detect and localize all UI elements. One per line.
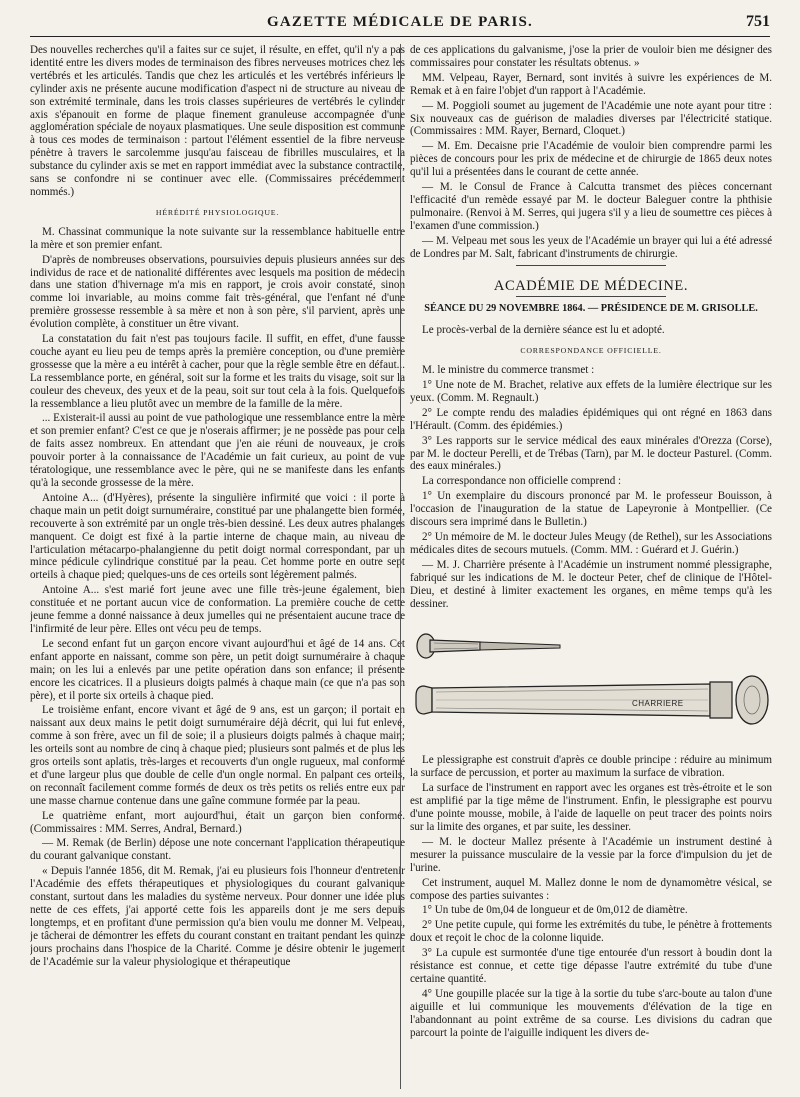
paragraph: — M. le Consul de France à Calcutta transmet des pièces concernant l'efficacité d'un remède essayé par M. le docteur Baleguer contre la phthisie pulmonaire. (Renvoi à M. Serres, qui jugera s'il y a lieu de soumettre ces pièces à l'examen d'une commission.) xyxy=(410,181,772,232)
left-column xyxy=(30,44,405,1089)
paragraph: — M. Em. Decaisne prie l'Académie de vouloir bien comprendre parmi les pièces de concours pour les prix de médecine et de chirurgie de 1865 deux notes qu'il lui a présentées dans le courant de cette année. xyxy=(410,140,772,179)
paragraph: Antoine A... s'est marié fort jeune avec une fille très-jeune également, bien constituée et ne portant aucun vice de conformation. La première couche de cette jeune femme a donné naissance à deux jumelles qui ne présentaient aucune trace de l'infirmité de leur père. Elles ont vécu peu de temps. xyxy=(30,584,405,635)
instrument-maker-label: CHARRIERE xyxy=(632,699,684,709)
paragraph: — M. le docteur Mallez présente à l'Académie un instrument destiné à mesurer la puissance musculaire de la vessie par la force d'impulsion du jet de l'urine. xyxy=(410,835,772,874)
section-heading-correspondance: CORRESPONDANCE OFFICIELLE. xyxy=(520,346,662,356)
paragraph: MM. Velpeau, Rayer, Bernard, sont invités à suivre les expériences de M. Remak et à en faire l'objet d'un rapport à l'Académie. xyxy=(410,71,772,97)
plessigraphe-drawing xyxy=(410,616,772,748)
plessigraphe-illustration xyxy=(410,616,772,748)
list-item: 3° Les rapports sur le service médical des eaux minérales d'Orezza (Corse), par M. le docteur Perelli, et de Trébas (Tarn), par M. le docteur Pasturel. (Comm. des eaux minérales.) xyxy=(410,434,772,473)
page-number: 751 xyxy=(746,13,770,30)
paragraph: « Depuis l'année 1856, dit M. Remak, j'ai eu plusieurs fois l'honneur d'entretenir l'Académie des effets thérapeutiques et physiologiques du courant galvanique constant, surtout dans les maladies du système nerveux. Pour donner une idée plus nette de ces effets, j'ai apporté cette fois les appareils dont je me sers depuis longtemps, et en profitant d'une permission qu'a bien voulu me donner M. Velpeau, je tâcherai de démontrer les effets du courant constant en traitant pendant les quinze jours prochains dans l'hospice de la Charité. Comme je désire obtenir le jugement de l'Académie sur la valeur physiologique et thérapeutique xyxy=(30,865,405,968)
paragraph: Le quatrième enfant, mort aujourd'hui, était un garçon bien conformé. (Commissaires : MM. Serres, Andral, Bernard.) xyxy=(30,809,405,835)
divider xyxy=(516,265,666,266)
plessigraphe-main-body xyxy=(416,676,768,724)
page-header xyxy=(30,10,770,37)
list-item: 4° Une goupille placée sur la tige à la sortie du tube s'arc-boute au talon d'une aiguille et lui communique les mouvements d'élévation de la tige en l'abandonnant au point extrême de sa course. Les divisions du cadran que parcourt la pointe de l'aiguille indiquent les divers de- xyxy=(410,987,772,1039)
paragraph: Le troisième enfant, encore vivant et âgé de 9 ans, est un garçon; il portait en naissant aux deux mains le petit doigt surnuméraire déjà décrit, qui lui fut enlevé, comme à son frère, avec un fil de soie; il a plusieurs doigts palmés à chaque main; les orteils sont au nombre de cinq à chaque pied; plusieurs sont palmés et de plus les gros orteils sont aplatis, très-larges et recouverts d'un ongle rugueux, mal conformé et d'une largeur plus que double de celle d'un ongle normal. En palpant ces orteils, on reconnaît facilement comme formés de deux os très petits os reliés entre eux par une masse charnue contenue dans une gaîne commune formée par la peau. xyxy=(30,704,405,807)
list-item: 1° Une note de M. Brachet, relative aux effets de la lumière électrique sur les yeux. (Comm. M. Regnault.) xyxy=(410,379,772,404)
paragraph: M. Chassinat communique la note suivante sur la ressemblance habituelle entre la mère et son premier enfant. xyxy=(30,225,405,251)
paragraph: Cet instrument, auquel M. Mallez donne le nom de dynamomètre vésical, se compose des parties suivantes : xyxy=(410,876,772,902)
paragraph: La constatation du fait n'est pas toujours facile. Il suffit, en effet, d'une fausse couche ayant eu lieu peu de temps après la première conception, ou d'une première grossesse que la mère a eu intérêt à cacher, pour que la règle semble être en défaut... La ressemblance porte, en général, soit sur la forme et les traits du visage, soit sur la couleur des cheveux, des yeux et de la peau, soit sur tout cela à la fois. Quelquefois la ressemblance a lieu plutôt avec un membre de la famille de la mère. xyxy=(30,333,405,410)
paragraph: Antoine A... (d'Hyères), présente la singulière infirmité que voici : il porte à chaque main un petit doigt surnuméraire, constitué par une phalangette bien formée, recouverte à son extrémité par un ongle très-bien dessiné. Les deux autres phalanges manquent. Ce doigt est fixé à la partie interne de chaque main, au niveau de l'articulation métacarpo-phalangienne du petit doigt normal correspondant, par un mince pédicule cylindrique constitué par la peau. Cet homme porte en outre sept orteils à chaque pied; quelques-uns de ces orteils sont légèrement palmés. xyxy=(30,491,405,582)
right-column xyxy=(400,44,772,1089)
section-heading-heredite: HÉRÉDITÉ PHYSIOLOGIQUE. xyxy=(155,207,280,217)
list-item: 2° Le compte rendu des maladies épidémiques qui ont régné en 1863 dans l'Hérault. (Comm. des épidémies.) xyxy=(410,406,772,432)
paragraph: Le plessigraphe est construit d'après ce double principe : réduire au minimum la surface de percussion, et porter au maximum la surface de vibration. xyxy=(410,754,772,780)
paragraph: — M. Velpeau met sous les yeux de l'Académie un brayer qui lui a été adressé de Londres par M. Salt, fabricant d'instruments de chirurgie. xyxy=(410,234,772,260)
academie-heading: ACADÉMIE DE MÉDECINE. xyxy=(493,277,689,294)
paragraph: — M. J. Charrière présente à l'Académie un instrument nommé plessigraphe, fabriqué sur les indications de M. le docteur Peter, chef de clinique de l'Hôtel-Dieu, et destiné à limiter exactement les organes, en même temps qu'à les dessiner. xyxy=(410,558,772,610)
list-item: 1° Un tube de 0m,04 de longueur et de 0m,012 de diamètre. xyxy=(422,904,688,917)
list-item: 2° Un mémoire de M. le docteur Jules Meugy (de Rethel), sur les Associations médicales dites de secours mutuels. (Comm. MM. : Guérard et J. Guérin.) xyxy=(410,531,772,556)
plessigraphe-small-part xyxy=(417,634,560,658)
paragraph: M. le ministre du commerce transmet : xyxy=(422,364,595,377)
paragraph: de ces applications du galvanisme, j'ose la prier de vouloir bien me désigner des commissaires pour constater les résultats obtenus. » xyxy=(410,44,772,69)
list-item: 1° Un exemplaire du discours prononcé par M. le professeur Bouisson, à l'occasion de l'inauguration de la statue de Lapeyronie à Montpellier. (Ce discours sera imprimé dans le Bulletin.) xyxy=(410,490,772,529)
journal-title: GAZETTE MÉDICALE DE PARIS. xyxy=(267,14,533,30)
paragraph: D'après de nombreuses observations, poursuivies depuis plusieurs années sur des individus de race et de nationalité différentes avec lesquels ma position de médecin dans une station d'hivernage m'a mis en rapport, je crois avoir constaté, sinon comme loi invariable, au moins comme fait très-général, que l'enfant né d'une première grossesse ressemble à sa mère et non à son père, s'il parvient, après une évolution complète, à constituer un être vivant. xyxy=(30,253,405,331)
paragraph: Le second enfant fut un garçon encore vivant aujourd'hui et âgé de 14 ans. Cet enfant apporte en naissant, comme son père, un petit doigt surnuméraire à chaque main; on les lui a enlevés par une petite opération dans son enfance; il présente encore les cicatrices. Il a plusieurs doigts palmés à chaque main (ce que n'a pas son père), et il porte six orteils à chaque pied. xyxy=(30,637,405,702)
paragraph: Des nouvelles recherches qu'il a faites sur ce sujet, il résulte, en effet, qu'il n'y a pas identité entre les divers modes de terminaison des fibres nerveuses motrices chez les vertébrés et les articulés. Tandis que chez les articulés et les vertébrés inférieurs le cylinder axis ne présente aucune modification d'aspect ni de structure au niveau de son extrémité terminale, dans les trois classes supérieures de vertébrés le cylinder axis s'épanouit en forme de plaque finement granuleuse accompagnée d'une agglomération spéciale de noyaux plasmatiques. Une seule disposition est commune à tous ces modes de terminaison : partout l'élément essentiel de la fibre nerveuse pénètre à travers le sarcolemme jusqu'au faisceau de fibrilles musculaires, et la substance du cylinder axis se met en rapport immédiat avec la substance contractile, sans se confondre ni se continuer avec elle. (Commissaires précédemment nommés.) xyxy=(30,44,405,198)
seance-heading: SÉANCE DU 29 NOVEMBRE 1864. — PRÉSIDENCE DE M. GRISOLLE. xyxy=(424,303,758,315)
paragraph: — M. Poggioli soumet au jugement de l'Académie une note ayant pour titre : Six nouveaux cas de guérison de maladies diverses par l'électricité statique. (Commissaires : MM. Rayer, Bernard, Cloquet.) xyxy=(410,99,772,138)
divider xyxy=(516,296,666,297)
paragraph: Le procès-verbal de la dernière séance est lu et adopté. xyxy=(422,324,665,337)
paragraph: ... Existerait-il aussi au point de vue pathologique une ressemblance entre la mère et son premier enfant? C'est ce que je n'oserais affirmer; je ne possède pas pour cela de faits assez nombreux. En attendant que j'en aie réuni de nouveaux, je crois pouvoir porter à la connaissance de l'Académie un fait curieux, au point de vue tératologique, une ressemblance avec le père, qui ne se manifeste dans les enfants qu'à la seconde grossesse de la mère. xyxy=(30,412,405,489)
list-item: 2° Une petite cupule, qui forme les extrémités du tube, le pénètre à frottements doux et reçoit le choc de la colonne liquide. xyxy=(410,919,772,945)
paragraph: — M. Remak (de Berlin) dépose une note concernant l'application thérapeutique du courant galvanique constant. xyxy=(30,837,405,863)
paragraph: La surface de l'instrument en rapport avec les organes est très-étroite et le son est amplifié par la tige même de l'instrument. Enfin, le plessigraphe est pourvu d'une pointe mousse, mobile, à l'aide de laquelle on peut tracer des points noirs sur la limite des organes, et par suite, les dessiner. xyxy=(410,782,772,833)
list-item: 3° La cupule est surmontée d'une tige entourée d'un ressort à boudin dont la résistance est connue, et cette tige dépasse l'autre extrémité du tube d'une certaine quantité. xyxy=(410,947,772,985)
paragraph: La correspondance non officielle comprend : xyxy=(422,475,622,488)
